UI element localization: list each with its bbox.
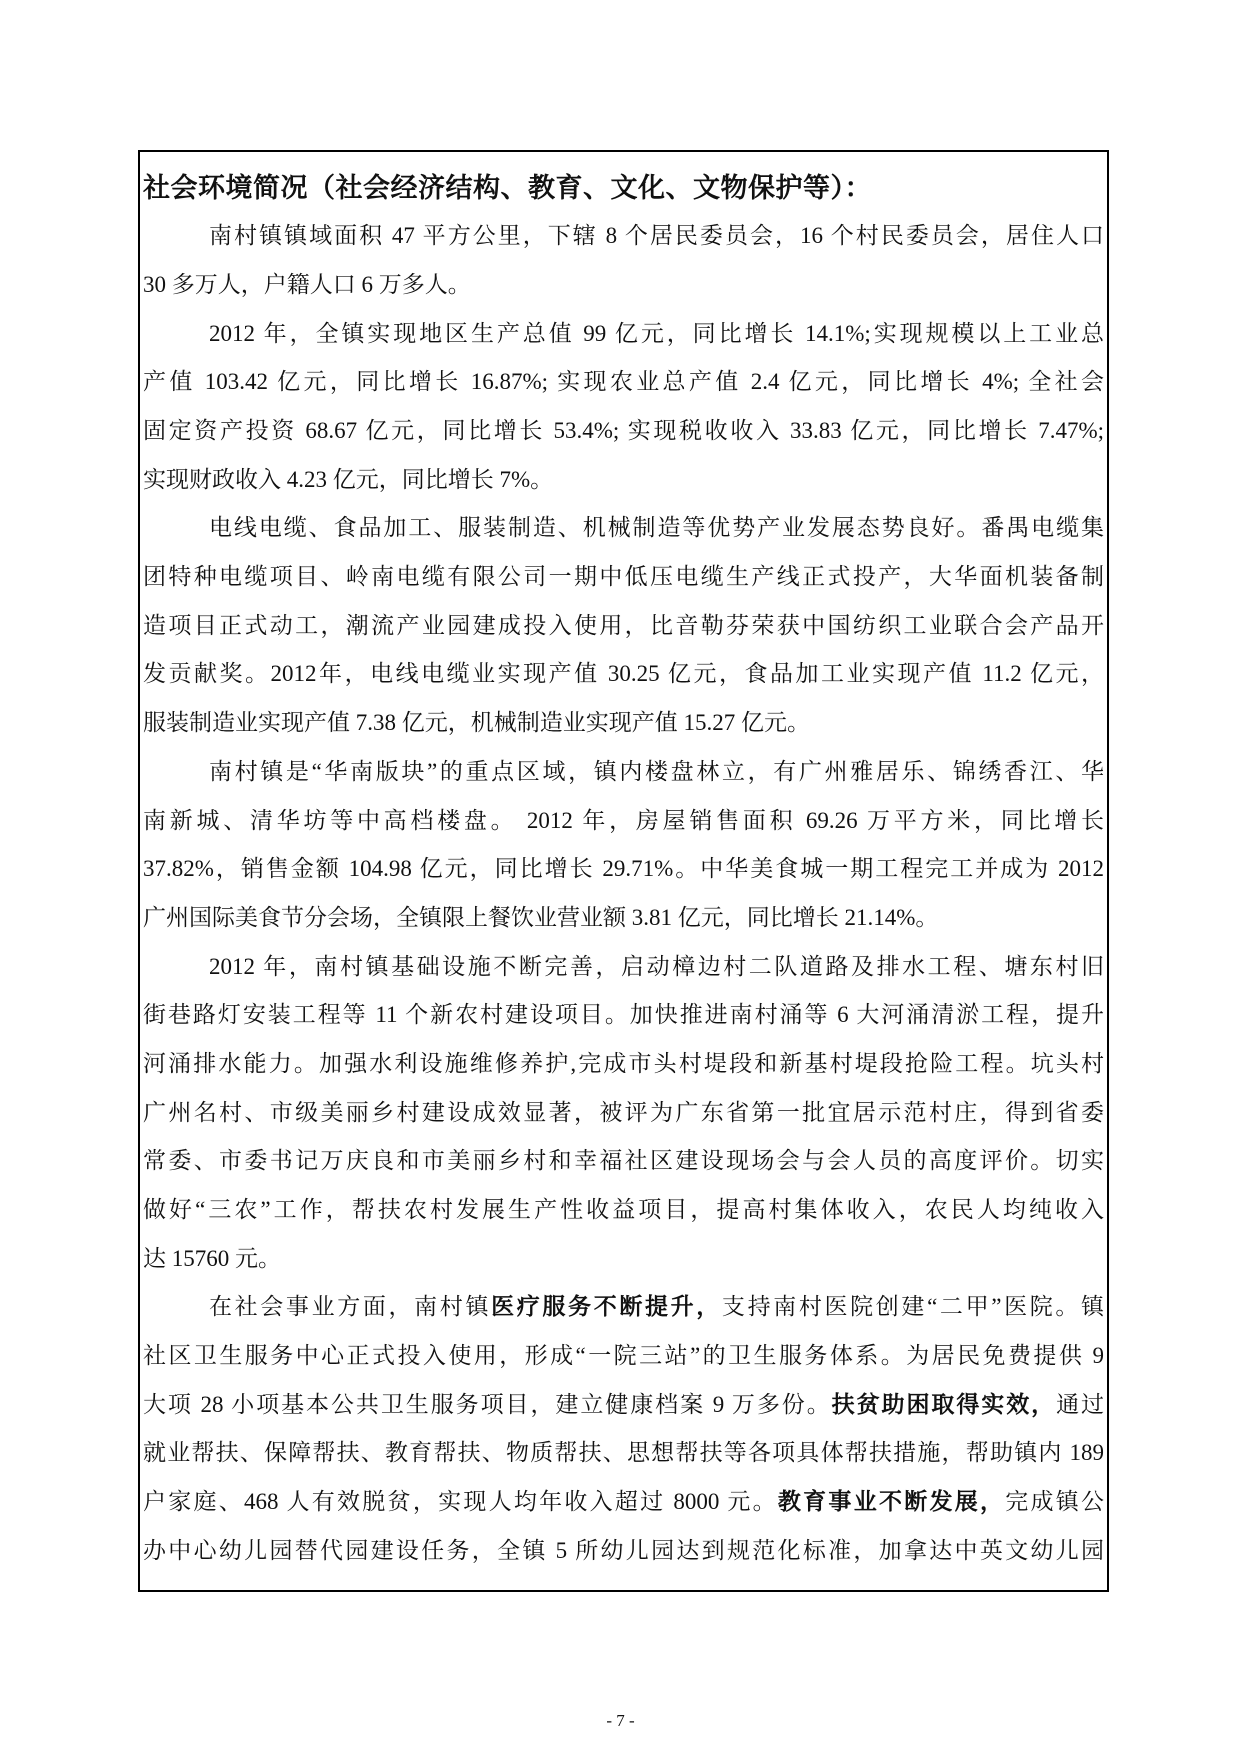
text-run: 大项 28 小项基本公共卫生服务项目，建立健康档案 9 万多份。 <box>143 1391 832 1417</box>
text-line: 团特种电缆项目、岭南电缆有限公司一期中低压电缆生产线正式投产，大华面机装备制 <box>143 564 1104 590</box>
text-line: 发贡献奖。2012年，电线电缆业实现产值 30.25 亿元，食品加工业实现产值 11.2 亿元， <box>143 661 1104 687</box>
text-line: 造项目正式动工，潮流产业园建成投入使用，比音勒芬荣获中国纺织工业联合会产品开 <box>143 612 1104 638</box>
text-line: 广州名村、市级美丽乡村建设成效显著，被评为广东省第一批宜居示范村庄，得到省委 <box>143 1099 1104 1125</box>
text-line: 做好“三农”工作，帮扶农村发展生产性收益项目，提高村集体收入，农民人均纯收入 <box>143 1197 1104 1223</box>
text-line: 2012 年，全镇实现地区生产总值 99 亿元，同比增长 14.1%;实现规模以上工业总 <box>209 320 1104 346</box>
bold-phrase: 扶贫助困取得实效， <box>831 1391 1057 1417</box>
text-line <box>143 1478 1104 1527</box>
text-line: 实现财政收入 4.23 亿元，同比增长 7%。 <box>143 466 554 492</box>
text-run: 支持南村医院创建“二甲”医院。镇 <box>721 1294 1104 1320</box>
text-line: 2012 年，南村镇基础设施不断完善，启动樟边村二队道路及排水工程、塘东村旧 <box>209 953 1104 979</box>
text-line: 37.82%，销售金额 104.98 亿元，同比增长 29.71%。中华美食城一期工程完工并成为 2012 <box>143 856 1104 882</box>
text-line: 达 15760 元。 <box>143 1245 281 1271</box>
text-line: 河涌排水能力。加强水利设施维修养护,完成市头村堤段和新基村堤段抢险工程。坑头村 <box>143 1050 1104 1076</box>
text-line: 南村镇镇域面积 47 平方公里，下辖 8 个居民委员会，16 个村民委员会，居住人口 <box>209 223 1104 249</box>
text-line: 产值 103.42 亿元，同比增长 16.87%; 实现农业总产值 2.4 亿元，同比增长 4%; 全社会 <box>143 369 1104 395</box>
text-line: 电线电缆、食品加工、服装制造、机械制造等优势产业发展态势良好。番禺电缆集 <box>209 515 1104 541</box>
text-line <box>143 1283 1104 1332</box>
text-line: 办中心幼儿园替代园建设任务，全镇 5 所幼儿园达到规范化标准，加拿达中英文幼儿园 <box>143 1537 1104 1563</box>
text-line: 南村镇是“华南版块”的重点区域，镇内楼盘林立，有广州雅居乐、锦绣香江、华 <box>209 758 1104 784</box>
paragraph <box>143 1283 1104 1575</box>
paragraph <box>143 212 1104 309</box>
text-line: 社区卫生服务中心正式投入使用，形成“一院三站”的卫生服务体系。为居民免费提供 9 <box>143 1343 1104 1369</box>
paragraph <box>143 504 1104 747</box>
text-line: 固定资产投资 68.67 亿元，同比增长 53.4%; 实现税收收入 33.83 亿元，同比增长 7.47%; <box>143 418 1104 444</box>
body-text <box>143 212 1104 1575</box>
text-line: 南新城、清华坊等中高档楼盘。 2012 年，房屋销售面积 69.26 万平方米，同比增长 <box>143 807 1104 833</box>
text-run: 户家庭、468 人有效脱贫，实现人均年收入超过 8000 元。 <box>143 1489 778 1515</box>
paragraph <box>143 943 1104 1284</box>
text-line: 广州国际美食节分会场，全镇限上餐饮业营业额 3.81 亿元，同比增长 21.14%。 <box>143 904 939 930</box>
text-line: 服装制造业实现产值 7.38 亿元，机械制造业实现产值 15.27 亿元。 <box>143 710 810 736</box>
text-line: 常委、市委书记万庆良和市美丽乡村和幸福社区建设现场会与会人员的高度评价。切实 <box>143 1148 1104 1174</box>
text-run: 完成镇公 <box>1005 1489 1104 1515</box>
paragraph <box>143 310 1104 505</box>
text-run: 在社会事业方面，南村镇 <box>209 1294 492 1320</box>
text-line: 30 多万人，户籍人口 6 万多人。 <box>143 271 471 297</box>
section-heading: 社会环境简况（社会经济结构、教育、文化、文物保护等）： <box>143 172 872 203</box>
bold-phrase: 教育事业不断发展， <box>777 1489 1006 1515</box>
page-number: - 7 - <box>606 1711 635 1730</box>
text-run: 通过 <box>1056 1391 1104 1417</box>
paragraph <box>143 748 1104 943</box>
bold-phrase: 医疗服务不断提升， <box>491 1294 722 1320</box>
text-line: 街巷路灯安装工程等 11 个新农村建设项目。加快推进南村涌等 6 大河涌清淤工程，提升 <box>143 1002 1104 1028</box>
content-frame <box>138 150 1109 1592</box>
text-line: 就业帮扶、保障帮扶、教育帮扶、物质帮扶、思想帮扶等各项具体帮扶措施，帮助镇内 189 <box>143 1440 1104 1466</box>
text-line <box>143 1381 1104 1430</box>
